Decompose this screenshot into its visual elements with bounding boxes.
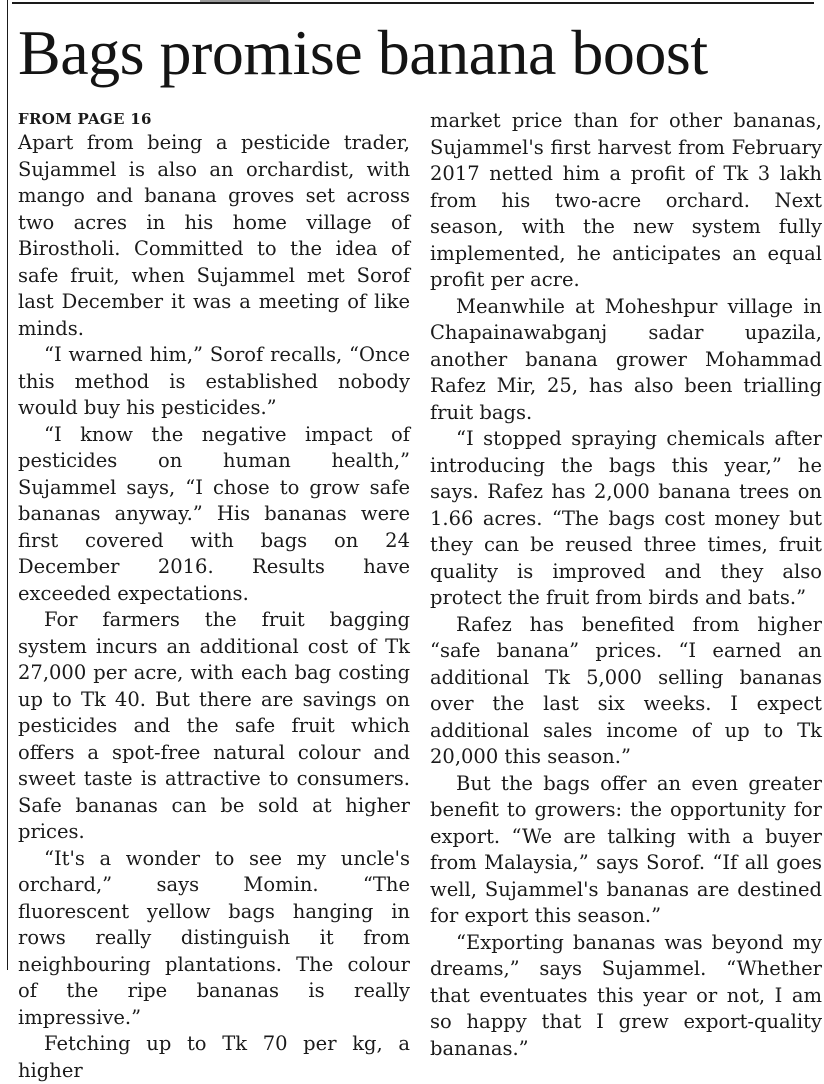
left-column [18,108,410,1084]
paragraph: “I stopped spraying chemicals after introducing the bags this year,” he says. Rafez has 2,000 banana trees on 1.66 acres. “The bags cost money but they can be reused three times, fruit quality is improved and they also protect the fruit from birds and bats.” [430,427,822,609]
right-column [430,108,822,1062]
paragraph: “I warned him,” Sorof recalls, “Once this method is established nobody would buy his pesticides.” [18,343,410,419]
headline: Bags promise banana boost [18,17,708,88]
paragraph: For farmers the fruit bagging system incurs an additional cost of Tk 27,000 per acre, with each bag costing up to Tk 40. But there are savings on pesticides and the safe fruit which offers a spot-free natural colour and sweet taste is attractive to consumers. Safe bananas can be sold at higher prices. [18,608,410,843]
left-column-rule [7,0,8,970]
paragraph: “Exporting bananas was beyond my dreams,” says Sujammel. “Whether that eventuates this year or not, I am so happy that I grew export-quality bananas.” [430,930,822,1060]
paragraph: market price than for other bananas, Sujammel's first harvest from February 2017 netted him a profit of Tk 3 lakh from his two-acre orchard. Next season, with the new system fully implemented, he anticipates an equal profit per acre. [430,109,822,291]
paragraph: Apart from being a pesticide trader, Sujammel is also an orchardist, with mango and banana groves set across two acres in his home village of Birostholi. Committed to the idea of safe fruit, when Sujammel met Sorof last December it was a meeting of like minds. [18,131,410,340]
paragraph: “It's a wonder to see my uncle's orchard,” says Momin. “The fluorescent yellow bags hanging in rows really distinguish it from neighbouring plantations. The colour of the ripe bananas is really impressive.” [18,846,410,1029]
top-rule [12,2,814,4]
continued-from-label: FROM PAGE 16 [18,110,152,128]
paragraph: Meanwhile at Moheshpur village in Chapainawabganj sadar upazila, another banana grower Mohammad Rafez Mir, 25, has also been trialling fruit bags. [430,294,822,424]
paragraph: But the bags offer an even greater benefit to growers: the opportunity for export. “We are talking with a buyer from Malaysia,” says Sorof. “If all goes well, Sujammel's bananas are destined for export this season.” [430,771,822,927]
paragraph: “I know the negative impact of pesticides on human health,” Sujammel says, “I chose to grow safe bananas anyway.” His bananas were first covered with bags on 24 December 2016. Results have exceeded expectations. [18,422,410,605]
paragraph: Rafez has benefited from higher “safe banana” prices. “I earned an additional Tk 5,000 selling bananas over the last six weeks. I expect additional sales income of up to Tk 20,000 this season.” [430,612,822,768]
paragraph: Fetching up to Tk 70 per kg, a higher [18,1032,410,1082]
